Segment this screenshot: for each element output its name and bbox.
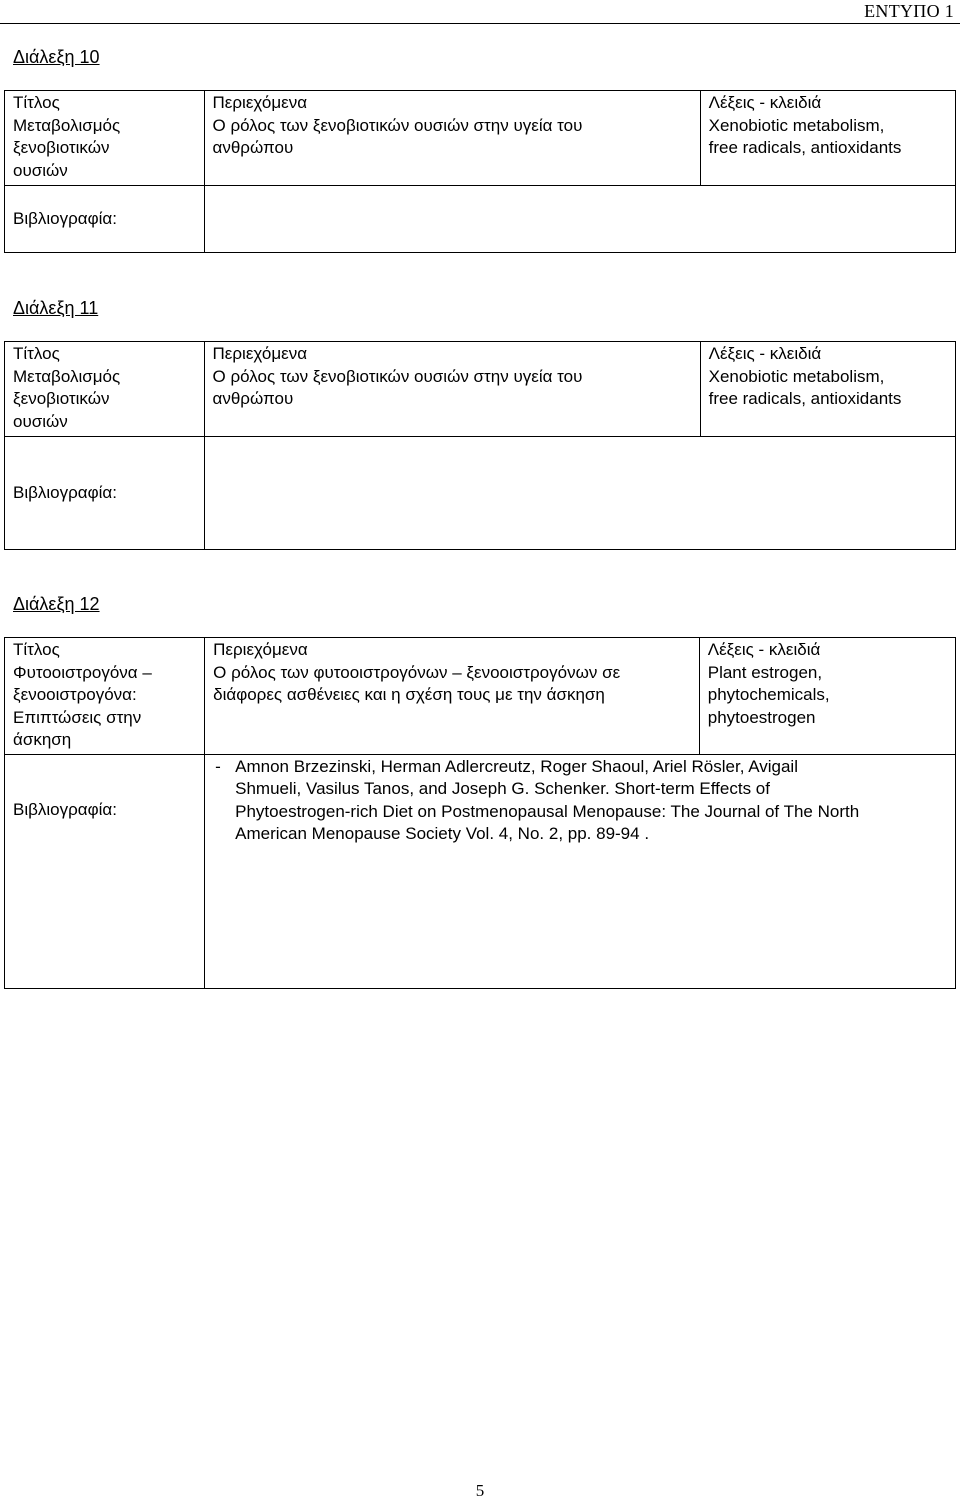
- title-line: Φυτοοιστρογόνα –: [13, 662, 152, 682]
- lecture-heading-12: Διάλεξη 12: [13, 594, 100, 614]
- contents-line: διάφορες ασθένειες και η σχέση τους με την άσκηση: [213, 685, 605, 704]
- title-line: ουσιών: [13, 160, 68, 180]
- title-line: άσκηση: [13, 730, 72, 749]
- keywords-line: phytochemicals,: [707, 685, 830, 704]
- bibliography-line: American Menopause Society Vol. 4, No. 2, pp. 89-94 .: [235, 824, 650, 843]
- lecture-contents-cell: [204, 366, 700, 437]
- bibliography-row: [5, 754, 956, 988]
- page-number: 5: [475, 1481, 485, 1500]
- table-header-row: [5, 91, 956, 115]
- contents-line: ανθρώπου: [212, 389, 294, 408]
- bibliography-line: Shmueli, Vasilus Tanos, and Joseph G. Schenker. Short-term Effects of: [235, 779, 770, 798]
- bibliography-label: Βιβλιογραφία:: [5, 754, 205, 988]
- column-header-keywords: Λέξεις - κλειδιά: [700, 342, 955, 366]
- table-header-row: [5, 342, 956, 366]
- column-header-title: Τίτλος: [5, 638, 205, 662]
- title-line: Μεταβολισμός: [13, 366, 121, 386]
- column-header-contents: Περιεχόμενα: [205, 638, 700, 662]
- bibliography-cell: [204, 186, 955, 253]
- column-header-title: Τίτλος: [5, 91, 205, 115]
- title-line: ξενοβιοτικών: [13, 138, 110, 157]
- bibliography-label: Βιβλιογραφία:: [5, 437, 205, 550]
- lecture-title-cell: [5, 366, 205, 437]
- form-label: ΕΝΤΥΠΟ 1: [864, 1, 954, 21]
- keywords-line: Xenobiotic metabolism,: [708, 115, 885, 135]
- lecture-table-12: [4, 637, 956, 989]
- lecture-keywords-cell: [700, 366, 955, 437]
- bibliography-entry: [213, 756, 947, 846]
- lecture-keywords-cell: [700, 115, 955, 186]
- title-line: Επιπτώσεις στην: [13, 707, 142, 727]
- contents-line: Ο ρόλος των ξενοβιοτικών ουσιών στην υγεία του: [212, 366, 583, 386]
- column-header-title: Τίτλος: [5, 342, 205, 366]
- column-header-keywords: Λέξεις - κλειδιά: [699, 638, 955, 662]
- lecture-heading-10: Διάλεξη 10: [13, 47, 100, 67]
- contents-line: ανθρώπου: [212, 138, 294, 157]
- bibliography-cell: [204, 437, 955, 550]
- bibliography-list: [213, 756, 947, 846]
- column-header-keywords: Λέξεις - κλειδιά: [700, 91, 955, 115]
- keywords-line: Plant estrogen,: [707, 662, 823, 682]
- keywords-line: free radicals, antioxidants: [708, 138, 902, 157]
- lecture-contents-cell: [204, 115, 700, 186]
- column-header-contents: Περιεχόμενα: [204, 342, 700, 366]
- title-line: ουσιών: [13, 411, 68, 431]
- lecture-title-cell: [5, 662, 205, 755]
- lecture-heading-11: Διάλεξη 11: [13, 298, 99, 318]
- title-line: Μεταβολισμός: [13, 115, 121, 135]
- keywords-line: free radicals, antioxidants: [708, 389, 902, 408]
- title-line: ξενοοιστρογόνα:: [13, 685, 137, 704]
- bibliography-cell: [205, 754, 956, 988]
- keywords-line: Xenobiotic metabolism,: [708, 366, 885, 386]
- contents-line: Ο ρόλος των φυτοοιστρογόνων – ξενοοιστρογόνων σε: [213, 662, 621, 682]
- bibliography-label: Βιβλιογραφία:: [5, 186, 205, 253]
- lecture-keywords-cell: [699, 662, 955, 755]
- lecture-title-cell: [5, 115, 205, 186]
- table-row: [5, 366, 956, 437]
- lecture-contents-cell: [205, 662, 700, 755]
- lecture-table-10: [4, 90, 956, 253]
- contents-line: Ο ρόλος των ξενοβιοτικών ουσιών στην υγεία του: [212, 115, 583, 135]
- bibliography-line: - Amnon Brzezinski, Herman Adlercreutz, Roger Shaoul, Ariel Rösler, Avigail: [235, 756, 798, 776]
- column-header-contents: Περιεχόμενα: [204, 91, 700, 115]
- table-row: [5, 115, 956, 186]
- keywords-line: phytoestrogen: [707, 707, 816, 727]
- title-line: ξενοβιοτικών: [13, 389, 110, 408]
- lecture-table-11: [4, 341, 956, 550]
- bibliography-line: Phytoestrogen-rich Diet on Postmenopausal Menopause: The Journal of The North: [235, 801, 860, 821]
- table-row: [5, 662, 956, 755]
- bibliography-row: [5, 186, 956, 253]
- bibliography-row: [5, 437, 956, 550]
- header-rule: [0, 23, 960, 24]
- table-header-row: [5, 638, 956, 662]
